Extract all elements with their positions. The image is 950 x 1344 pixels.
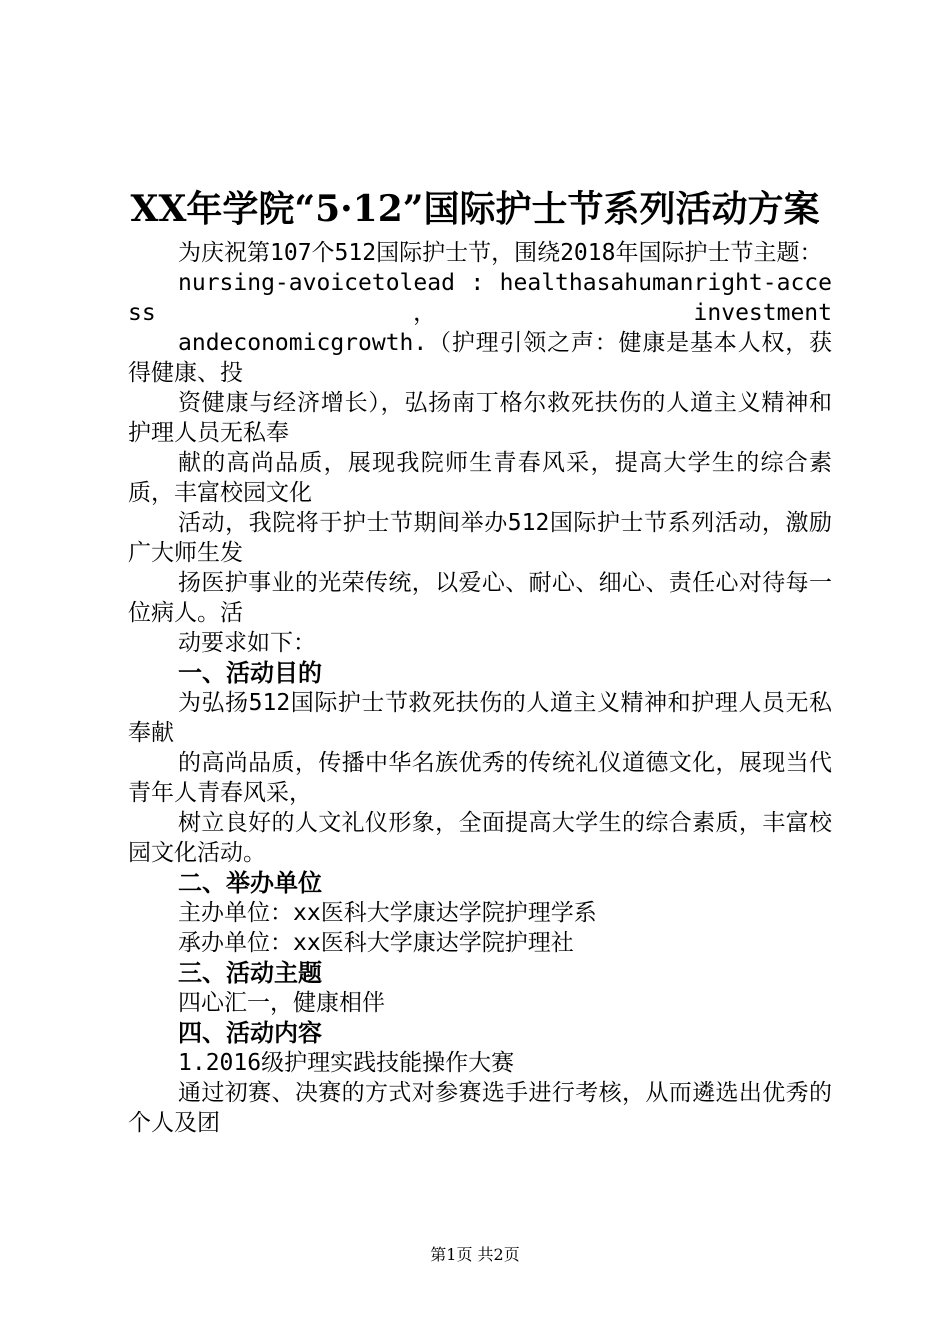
section-heading: 四、活动内容 xyxy=(178,1019,322,1047)
body-paragraph: 通过初赛、决赛的方式对参赛选手进行考核，从而遴选出优秀的个人及团 xyxy=(128,1080,832,1136)
document-title: XX年学院“5·12”国际护士节系列活动方案 xyxy=(130,188,820,230)
body-paragraph: 四心汇一，健康相伴 xyxy=(178,990,385,1016)
body-paragraph: 扬医护事业的光荣传统，以爱心、耐心、细心、责任心对待每一位病人。活 xyxy=(128,570,832,626)
body-paragraph: 资健康与经济增长），弘扬南丁格尔救死扶伤的人道主义精神和护理人员无私奉 xyxy=(128,390,832,446)
document-body xyxy=(128,238,832,1138)
body-paragraph: andeconomicgrowth.（护理引领之声：健康是基本人权，获得健康、投 xyxy=(128,330,832,386)
body-paragraph: 献的高尚品质，展现我院师生青春风采，提高大学生的综合素质，丰富校园文化 xyxy=(128,450,832,506)
body-paragraph: 为庆祝第107个512国际护士节，围绕2018年国际护士节主题： xyxy=(178,240,823,266)
section-heading: 二、举办单位 xyxy=(178,869,322,897)
section-heading: 一、活动目的 xyxy=(178,659,322,687)
body-paragraph: 为弘扬512国际护士节救死扶伤的人道主义精神和护理人员无私奉献 xyxy=(128,690,832,746)
section-heading: 三、活动主题 xyxy=(178,959,322,987)
body-paragraph: 承办单位：xx医科大学康达学院护理社 xyxy=(178,930,574,956)
body-paragraph: nursing-avoicetolead : healthasahumanright-access，investment xyxy=(128,270,832,326)
body-paragraph: 动要求如下： xyxy=(178,630,316,656)
body-paragraph: 1.2016级护理实践技能操作大赛 xyxy=(178,1050,515,1076)
body-paragraph: 的高尚品质，传播中华名族优秀的传统礼仪道德文化，展现当代青年人青春风采， xyxy=(128,750,832,806)
body-paragraph: 树立良好的人文礼仪形象，全面提高大学生的综合素质，丰富校园文化活动。 xyxy=(128,810,832,866)
body-paragraph: 活动，我院将于护士节期间举办512国际护士节系列活动，激励广大师生发 xyxy=(128,510,832,566)
body-paragraph: 主办单位：xx医科大学康达学院护理学系 xyxy=(178,900,597,926)
page-footer: 第1页 共2页 xyxy=(430,1245,520,1264)
